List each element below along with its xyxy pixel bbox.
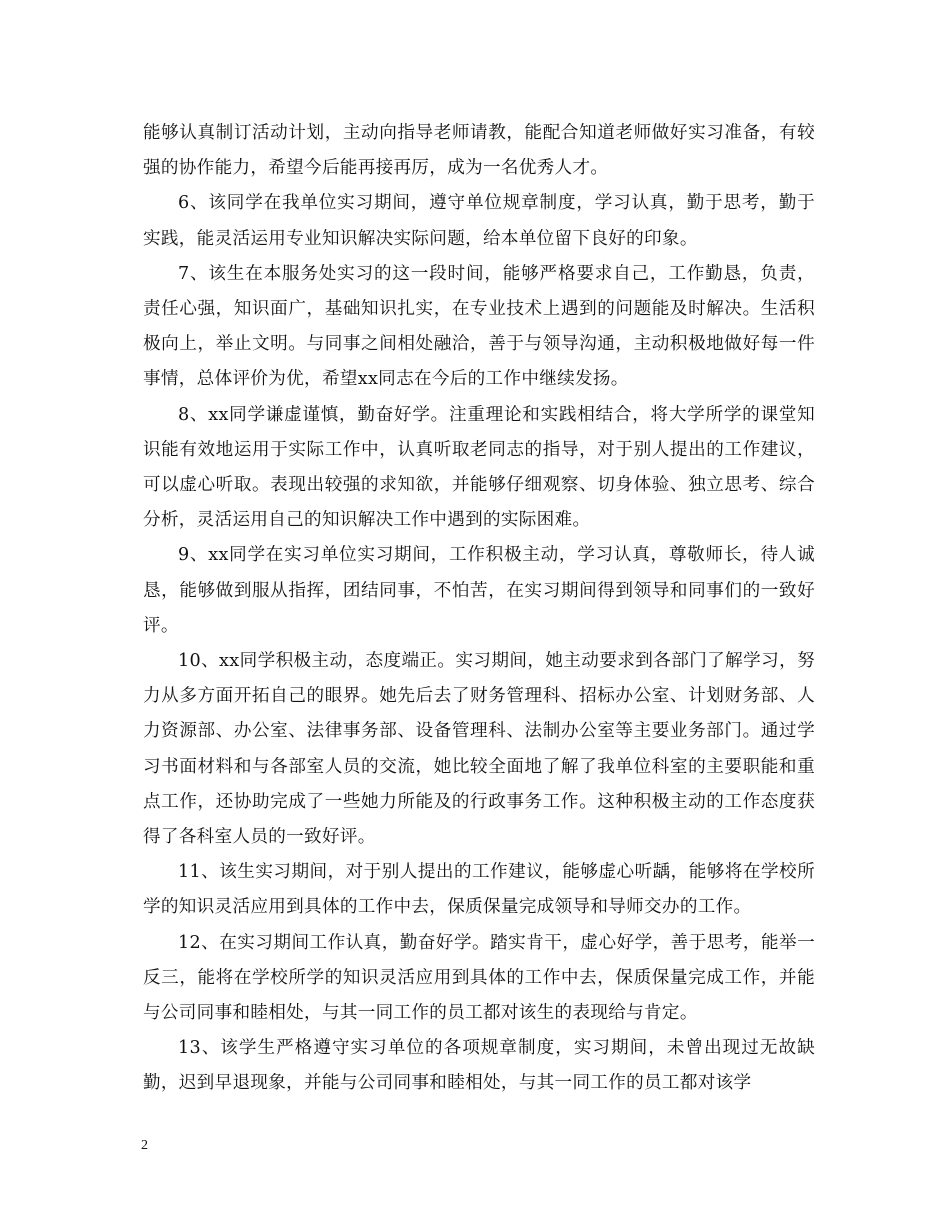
- paragraph-item-8: 8、xx同学谦虚谨慎，勤奋好学。注重理论和实践相结合，将大学所学的课堂知识能有效地运用于实际工作中，认真听取老同志的指导，对于别人提出的工作建议，可以虚心听取。表现出较强的求知欲，并能够仔细观察、切身体验、独立思考、综合分析，灵活运用自己的知识解决工作中遇到的实际困难。: [143, 404, 815, 531]
- page-number: 2: [141, 1138, 148, 1153]
- paragraph-item-9: 9、xx同学在实习单位实习期间，工作积极主动，学习认真，尊敬师长，待人诚恳，能够做到服从指挥，团结同事，不怕苦，在实习期间得到领导和同事们的一致好评。: [143, 545, 815, 636]
- paragraph-item-12: 12、在实习期间工作认真，勤奋好学。踏实肯干，虚心好学，善于思考，能举一反三，能将在学校所学的知识灵活应用到具体的工作中去，保质保量完成工作，并能与公司同事和睦相处，与其一同工作的员工都对该生的表现给与肯定。: [143, 932, 815, 1024]
- paragraph-item-7: 7、该生在本服务处实习的这一段时间，能够严格要求自己，工作勤恳，负责，责任心强，知识面广，基础知识扎实，在专业技术上遇到的问题能及时解决。生活积极向上，举止文明。与同事之间相处融洽，善于与领导沟通，主动积极地做好每一件事情，总体评价为优，希望xx同志在今后的工作中继续发扬。: [143, 263, 815, 390]
- paragraph-item-13: 13、该学生严格遵守实习单位的各项规章制度，实习期间，未曾出现过无故缺勤，迟到早退现象，并能与公司同事和睦相处，与其一同工作的员工都对该学: [143, 1038, 815, 1094]
- document-body: [143, 116, 815, 1102]
- paragraph-item-6: 6、该同学在我单位实习期间，遵守单位规章制度，学习认真，勤于思考，勤于实践，能灵活运用专业知识解决实际问题，给本单位留下良好的印象。: [143, 193, 815, 249]
- paragraph-item-10: 10、xx同学积极主动，态度端正。实习期间，她主动要求到各部门了解学习，努力从多方面开拓自己的眼界。她先后去了财务管理科、招标办公室、计划财务部、人力资源部、办公室、法律事务部、设备管理科、法制办公室等主要业务部门。通过学习书面材料和与各部室人员的交流，她比较全面地了解了我单位科室的主要职能和重点工作，还协助完成了一些她力所能及的行政事务工作。这种积极主动的工作态度获得了各科室人员的一致好评。: [143, 651, 815, 848]
- paragraph-continued: 能够认真制订活动计划，主动向指导老师请教，能配合知道老师做好实习准备，有较强的协作能力，希望今后能再接再厉，成为一名优秀人才。: [143, 123, 815, 179]
- paragraph-item-11: 11、该生实习期间，对于别人提出的工作建议，能够虚心听龋，能够将在学校所学的知识灵活应用到具体的工作中去，保质保量完成领导和导师交办的工作。: [143, 862, 815, 918]
